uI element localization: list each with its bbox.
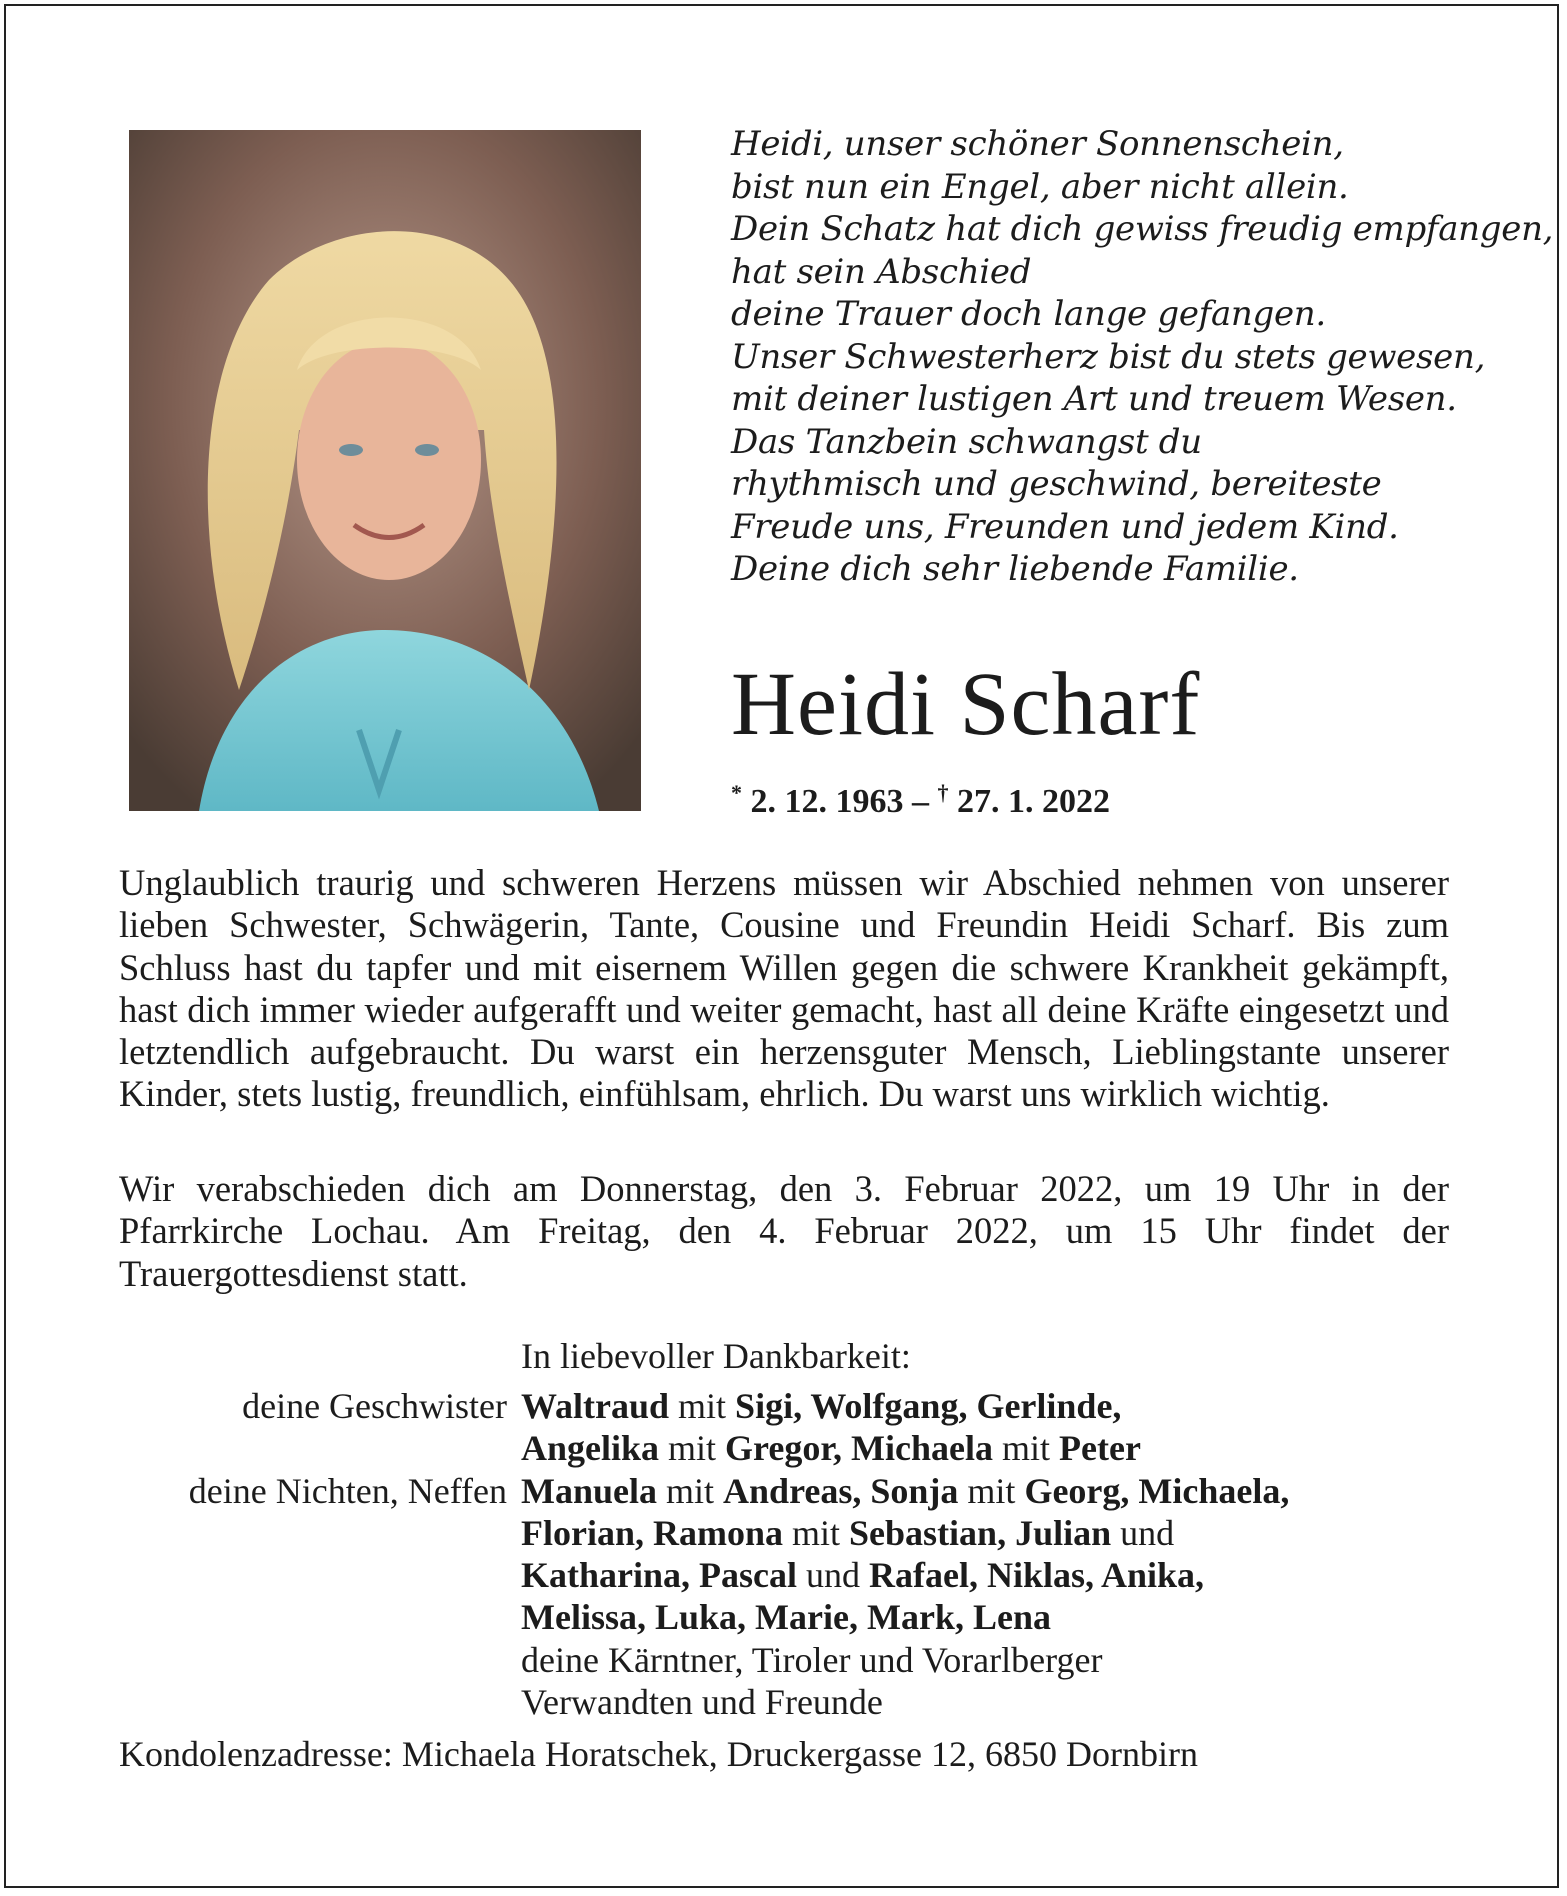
connector: und: [806, 1555, 860, 1596]
poem-line: bist nun ein Engel, aber nicht allein.: [731, 166, 1349, 207]
poem-line: rhythmisch und geschwind, bereiteste: [731, 464, 1382, 504]
connector: mit: [792, 1512, 841, 1553]
condolence-address: Kondolenzadresse: Michaela Horatschek, Druckergasse 12, 6850 Dornbirn: [119, 1734, 1198, 1774]
life-dates: [731, 780, 1110, 821]
poem-line: Heidi, unser schöner Sonnenschein,: [731, 124, 1344, 164]
poem-line: Unser Schwesterherz bist du stets gewesen,: [731, 336, 1486, 377]
death-date: 27. 1. 2022: [957, 783, 1110, 820]
date-separator: –: [903, 783, 938, 820]
poem-line: Deine dich sehr liebende Familie.: [731, 549, 1299, 589]
mourners-line: [521, 1554, 1501, 1596]
mourners-line: [521, 1470, 1501, 1512]
poem-line: hat sein Abschied: [731, 251, 1032, 292]
mourner-name: Waltraud: [521, 1386, 670, 1426]
relatives-line: Verwandten und Freunde: [521, 1682, 883, 1723]
connector: mit: [678, 1386, 727, 1426]
mourner-name: Angelika: [521, 1428, 660, 1469]
mourner-name: Manuela: [521, 1470, 658, 1511]
connector: mit: [1002, 1428, 1051, 1469]
deceased-name: Heidi Scharf: [731, 655, 1201, 754]
mourners-line: [521, 1385, 1501, 1427]
connector: und: [1120, 1512, 1175, 1553]
birth-symbol: *: [731, 780, 742, 805]
mourner-name: Sebastian, Julian: [849, 1512, 1112, 1553]
death-symbol: †: [937, 780, 949, 805]
label-nieces-nephews: deine Nichten, Neffen: [188, 1471, 507, 1511]
birth-date: 2. 12. 1963: [750, 783, 904, 820]
poem-line: Freude uns, Freunden und jedem Kind.: [731, 506, 1399, 547]
connector: mit: [668, 1428, 717, 1469]
mourner-name: Katharina, Pascal: [521, 1555, 797, 1596]
label-siblings: deine Geschwister: [242, 1386, 507, 1426]
mourner-name: Gregor, Michaela: [725, 1428, 993, 1469]
funeral-info-paragraph: Wir verabschieden dich am Donnerstag, den 3. Februar 2022, um 19 Uhr in der Pfarrkirche Lochau. Am Freitag, den 4. Februar 2022, um 15 Uhr findet der Trauergottesdienst statt.: [119, 1168, 1449, 1294]
obituary-paragraph: Unglaublich traurig und schweren Herzens müssen wir Abschied nehmen von unserer lieben Schwester, Schwägerin, Tante, Cousine und Freundin Heidi Scharf. Bis zum Schluss hast du tapfer und mit eisernem Willen gegen die schwere Krankheit gekämpft, hast dich immer wieder aufgerafft und weiter gemacht, hast all deine Kräfte eingesetzt und letztendlich aufgebraucht. Du warst ein herzensguter Mensch, Lieblingstante unserer Kinder, stets lustig, freundlich, einfühlsam, ehrlich. Du warst uns wirklich wichtig.: [119, 862, 1449, 1115]
poem-line: deine Trauer doch lange gefangen.: [731, 294, 1326, 334]
poem-line: Das Tanzbein schwangst du: [731, 421, 1202, 462]
mourner-name: Georg, Michaela,: [1024, 1470, 1290, 1511]
mourners-line: [521, 1427, 1501, 1469]
mourners-list: [521, 1385, 1501, 1723]
poem: [731, 123, 1554, 591]
mourners-line: [521, 1512, 1501, 1554]
portrait-photo: [129, 130, 641, 811]
poem-line: mit deiner lustigen Art und treuem Wesen.: [731, 379, 1457, 419]
connector: mit: [967, 1470, 1016, 1511]
mourner-name: Florian, Ramona: [521, 1512, 784, 1553]
poem-line: Dein Schatz hat dich gewiss freudig empfangen,: [731, 209, 1554, 249]
mourner-name: Andreas, Sonja: [723, 1470, 959, 1511]
mourner-name: Rafael, Niklas, Anika,: [869, 1555, 1205, 1596]
mourner-name: Peter: [1059, 1428, 1141, 1469]
mourner-name: Sigi, Wolfgang, Gerlinde,: [735, 1386, 1122, 1426]
mourners-line: [521, 1596, 1501, 1638]
relatives-line: deine Kärntner, Tiroler und Vorarlberger: [521, 1639, 1103, 1680]
connector: mit: [666, 1470, 715, 1511]
mourner-name: Melissa, Luka, Marie, Mark, Lena: [521, 1597, 1051, 1638]
thanks-heading: In liebevoller Dankbarkeit:: [521, 1336, 911, 1376]
